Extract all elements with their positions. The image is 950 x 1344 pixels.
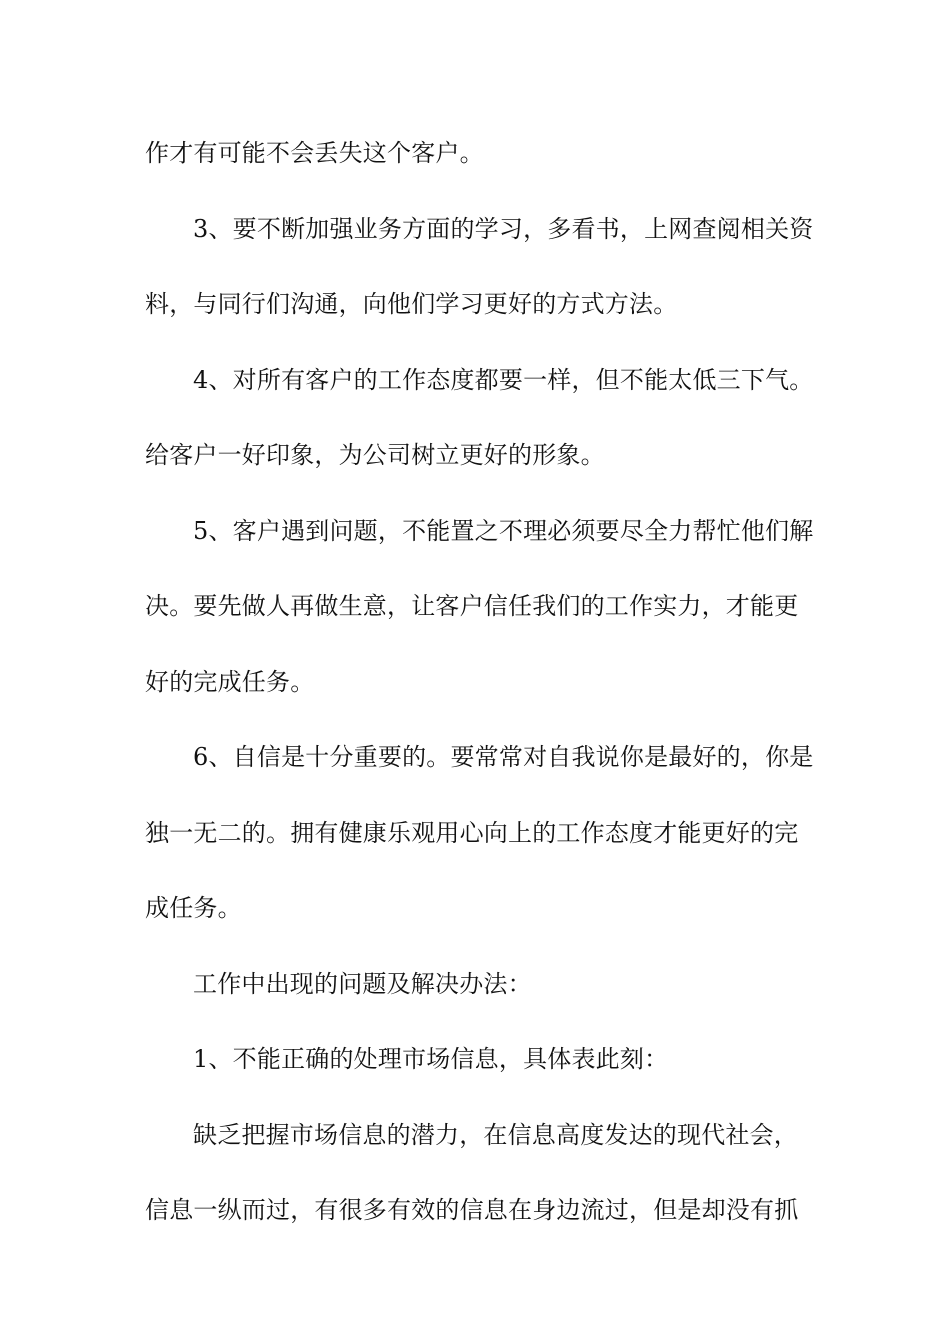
text-line: 作才有可能不会丢失这个客户。 — [145, 139, 484, 167]
text-line: 独一无二的。拥有健康乐观用心向上的工作态度才能更好的完 — [145, 818, 799, 847]
text-line: 6、自信是十分重要的。要常常对自我说你是最好的，你是 — [193, 743, 814, 771]
text-line: 成任务。 — [145, 894, 242, 922]
text-line: 料，与同行们沟通，向他们学习更好的方式方法。 — [145, 290, 678, 318]
text-line: 5、客户遇到问题，不能置之不理必须要尽全力帮忙他们解 — [193, 516, 814, 545]
text-line: 1、不能正确的处理市场信息，具体表此刻： — [193, 1045, 669, 1073]
body-text — [145, 132, 814, 1265]
text-line: 3、要不断加强业务方面的学习，多看书，上网查阅相关资 — [193, 214, 814, 243]
text-line: 4、对所有客户的工作态度都要一样，但不能太低三下气。 — [193, 365, 814, 394]
text-line: 好的完成任务。 — [145, 667, 315, 696]
text-line: 信息一纵而过，有很多有效的信息在身边流过，但是却没有抓 — [145, 1196, 799, 1224]
text-line: 缺乏把握市场信息的潜力，在信息高度发达的现代社会， — [193, 1120, 798, 1149]
text-line: 给客户一好印象，为公司树立更好的形象。 — [145, 441, 605, 469]
section-heading: 工作中出现的问题及解决办法： — [193, 969, 532, 998]
text-line: 决。要先做人再做生意，让客户信任我们的工作实力，才能更 — [145, 592, 799, 620]
